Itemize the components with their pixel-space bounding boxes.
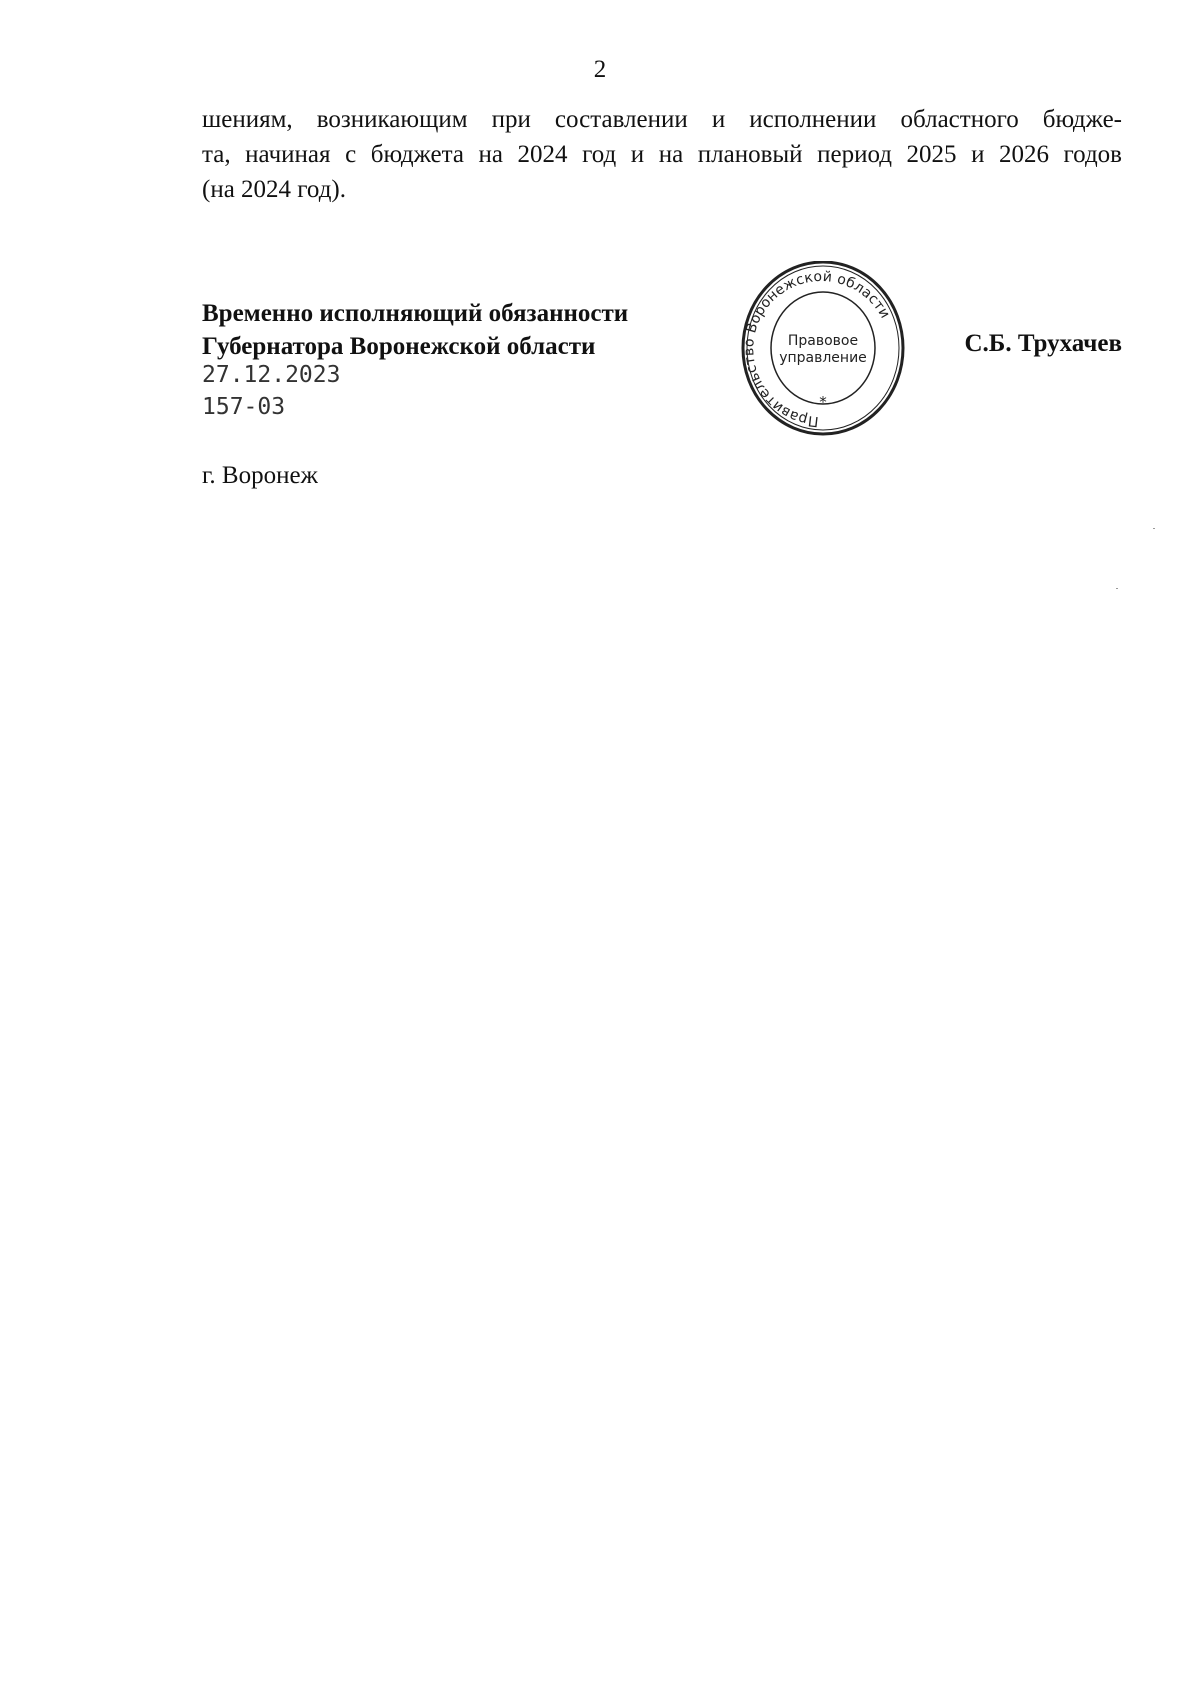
city-name: г. Воронеж [202, 462, 318, 489]
registration-number: 157-03 [202, 394, 286, 420]
body-paragraph [202, 102, 1122, 207]
body-line: (на 2024 год). [202, 176, 347, 203]
seal-star: * [819, 393, 827, 411]
body-line: шениям, возникающим при составлении и исполнении областного бюдже- [202, 106, 1122, 133]
scan-speck [1153, 528, 1155, 529]
official-seal-icon [739, 261, 907, 457]
seal-center-line: управление [779, 350, 867, 366]
registration-stamp [202, 359, 340, 423]
scan-speck [1116, 588, 1118, 589]
page-number: 2 [593, 56, 607, 83]
seal-ring-text: Правительство Воронежской области [741, 268, 894, 430]
seal-center-line: Правовое [787, 333, 859, 349]
body-line: та, начиная с бюджета на 2024 год и на плановый период 2025 и 2026 годов [202, 141, 1122, 168]
registration-date: 27.12.2023 [202, 362, 341, 388]
signatory-title [202, 297, 628, 363]
signatory-name: С.Б. Трухачев [964, 330, 1122, 357]
signatory-title-line: Временно исполняющий обязанности [202, 300, 629, 327]
signatory-title-line: Губернатора Воронежской области [202, 333, 596, 360]
